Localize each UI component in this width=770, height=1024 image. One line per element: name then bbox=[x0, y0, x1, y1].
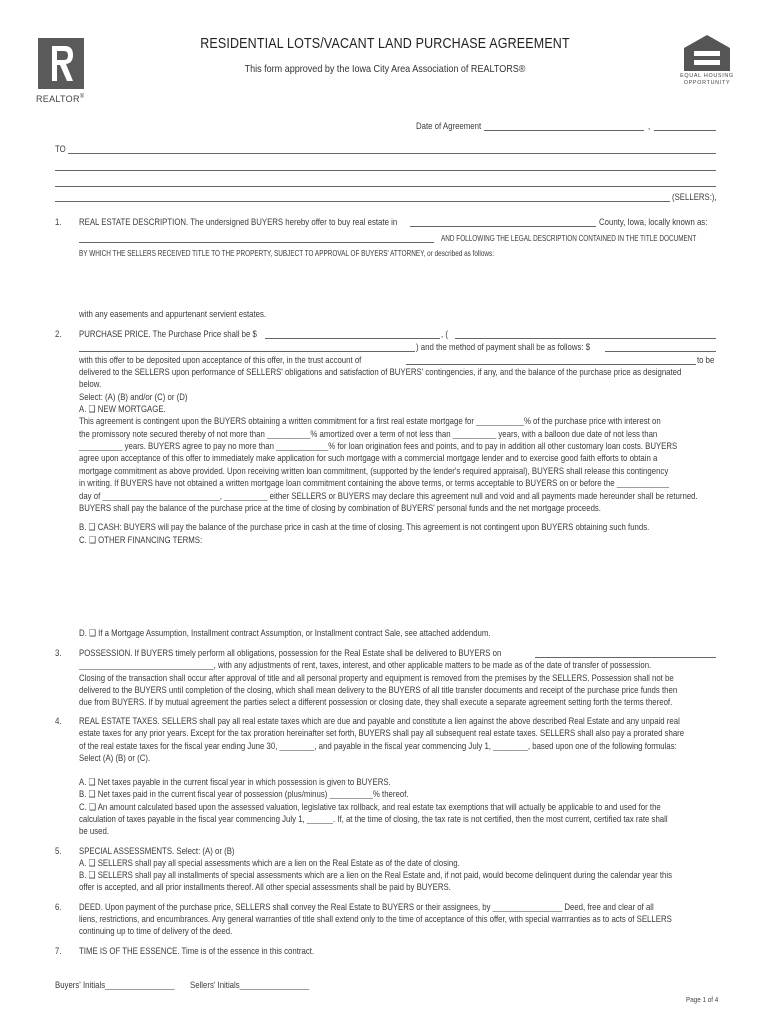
section-2-a-line: agree upon acceptance of this offer to immediately make application for such mortgage with a commercial mortgage lender and to exercise good faith efforts to obtain a bbox=[79, 453, 658, 463]
assessment-option-b[interactable]: B. ❑ SELLERS shall pay all installments of special assessments which are a lien on the Real Estate and, if not paid, would become delinquent during the calendar year this bbox=[79, 870, 673, 880]
sellers-initials[interactable]: Sellers' Initials________________ bbox=[190, 980, 310, 990]
section-4-c-text: calculation of taxes payable in the fiscal year commencing July 1, ______. If, at the time of closing, the tax rate is not certified, then the most current, certified tax rate shall bbox=[79, 814, 668, 824]
option-b-cash[interactable]: B. ❑ CASH: BUYERS will pay the balance of the purchase price in cash at the time of closing. This agreement is not contingent upon BUYERS obtaining such funds. bbox=[79, 522, 650, 532]
section-2-a-line: in writing. If BUYERS have not obtained a written mortgage loan commitment containing the above terms, or terms acceptable to BUYERS on or before the ____________ bbox=[79, 478, 669, 488]
section-2-a-line: mortgage commitment as above provided. Upon receiving written loan commitment, (supported by the lender's required appraisal), BUYERS shall release this contingency bbox=[79, 466, 669, 476]
section-2-paren: , ( bbox=[441, 329, 448, 339]
section-2-delivered: delivered to the SELLERS upon performance of SELLERS' obligations and satisfaction of BUYERS' contingencies, if any, and the balance of the purchase price as designated bbox=[79, 367, 682, 377]
equal-housing-text: EQUAL HOUSING OPPORTUNITY bbox=[680, 73, 734, 86]
section-2-number: 2. bbox=[55, 329, 62, 339]
section-6-text: liens, restrictions, and encumbrances. Any general warranties of title shall extend only to the time of acceptance of this offer, with special warrranties as to acts of SELLERS bbox=[79, 914, 672, 924]
assessment-option-a[interactable]: A. ❑ SELLERS shall pay all special assessments which are a lien on the Real Estate as of the date of closing. bbox=[79, 858, 460, 868]
section-4-text: estate taxes for any prior years. Except for the tax proration hereinafter set forth, BUYERS shall pay all subsequent real estate taxes. SELLERS shall also pay a prorated share bbox=[79, 728, 685, 738]
section-3-number: 3. bbox=[55, 648, 62, 658]
section-5-b-text: offer is accepted, and all prior installments thereof. All other special assessments shall be paid by BUYERS. bbox=[79, 882, 451, 892]
section-4-select: Select (A) (B) or (C). bbox=[79, 753, 151, 763]
possession-date-field[interactable] bbox=[535, 657, 716, 658]
deposit-field[interactable] bbox=[605, 351, 716, 352]
section-6-text: DEED. Upon payment of the purchase price, SELLERS shall convey the Real Estate to BUYERS or their assignees, by ________________ Deed, free and clear of all bbox=[79, 902, 654, 912]
county-field[interactable] bbox=[410, 226, 596, 227]
realtor-wordmark: REALTOR® bbox=[36, 94, 85, 104]
section-2-tobe: to be bbox=[697, 355, 715, 365]
section-2-method: ) and the method of payment shall be as follows: $ bbox=[416, 342, 591, 352]
comma: , bbox=[648, 121, 651, 131]
to-field-line-2[interactable] bbox=[55, 170, 716, 171]
section-4-text: of the real estate taxes for the fiscal year ending June 30, ________, and payable in the fiscal year commencing July 1, ________, based upon one of the following formulas: bbox=[79, 741, 677, 751]
tax-option-b[interactable]: B. ❑ Net taxes paid in the current fiscal year of possession (plus/minus) __________% thereof. bbox=[79, 789, 409, 799]
section-3-text: POSSESSION. If BUYERS timely perform all obligations, possession for the Real Estate shall be delivered to BUYERS on bbox=[79, 648, 502, 658]
section-1-title: BY WHICH THE SELLERS RECEIVED TITLE TO THE PROPERTY, SUBJECT TO APPROVAL OF BUYERS' ATTORNEY, or described as follows: bbox=[79, 249, 494, 258]
tax-option-a[interactable]: A. ❑ Net taxes payable in the current fiscal year in which possession is given to BUYERS. bbox=[79, 777, 391, 787]
section-2-text: PURCHASE PRICE. The Purchase Price shall be $ bbox=[79, 329, 257, 339]
tax-option-c[interactable]: C. ❑ An amount calculated based upon the assessed valuation, legislative tax rollback, and real estate tax exemptions that will actually be applicable to and used for the bbox=[79, 802, 661, 812]
trust-account-field[interactable] bbox=[406, 364, 696, 365]
section-2-a-line: __________ years. BUYERS agree to pay no more than ____________% for loan origination fees and points, and to pay in addition all other customary loan costs. BUYERS bbox=[79, 441, 678, 451]
section-2-a-line: the promissory note secured thereby of not more than __________% amortized over a term of not less than __________ years, with a balloon due date of not less than bbox=[79, 429, 658, 439]
section-4-c-text: be used. bbox=[79, 826, 109, 836]
date-of-agreement-label: Date of Agreement bbox=[416, 121, 482, 131]
date-year-field[interactable] bbox=[654, 130, 716, 131]
to-field-line-4[interactable] bbox=[55, 201, 670, 202]
section-1-number: 1. bbox=[55, 217, 62, 227]
option-a-new-mortgage[interactable]: A. ❑ NEW MORTGAGE. bbox=[79, 404, 166, 414]
section-3-text: _______________________________, with any adjustments of rent, taxes, interest, and other applicable matters to be made as of the date of transfer of possession. bbox=[79, 660, 652, 670]
locally-known-as-field[interactable] bbox=[79, 242, 434, 243]
section-5-number: 5. bbox=[55, 846, 62, 856]
purchase-price-field[interactable] bbox=[265, 338, 440, 339]
option-c-other-financing[interactable]: C. ❑ OTHER FINANCING TERMS: bbox=[79, 535, 203, 545]
section-3-text: Closing of the transaction shall occur after approval of title and all personal property and equipment is removed from the premises by the SELLERS. Possession shall not be bbox=[79, 673, 674, 683]
section-2-a-line: day of ___________________________, __________ either SELLERS or BUYERS may declare this agreement null and void and all payments made hereunder shall be returned. bbox=[79, 491, 698, 501]
section-4-number: 4. bbox=[55, 716, 62, 726]
section-2-a-line: This agreement is contingent upon the BUYERS obtaining a written commitment for a first real estate mortgage for ___________% of the purchase price with interest on bbox=[79, 416, 661, 426]
sellers-label: (SELLERS:), bbox=[672, 192, 717, 202]
section-2-trust: with this offer to be deposited upon acceptance of this offer, in the trust account of bbox=[79, 355, 362, 365]
purchase-price-words-field[interactable] bbox=[455, 338, 716, 339]
section-5-text: SPECIAL ASSESSMENTS. Select: (A) or (B) bbox=[79, 846, 235, 856]
to-field-line-3[interactable] bbox=[55, 186, 716, 187]
section-2-below: below. bbox=[79, 379, 102, 389]
section-7-text: TIME IS OF THE ESSENCE. Time is of the essence in this contract. bbox=[79, 946, 315, 956]
section-1-county: County, Iowa, locally known as: bbox=[599, 217, 708, 227]
to-field-line-1[interactable] bbox=[68, 153, 716, 154]
section-3-text: due from BUYERS. If by mutual agreement the parties select a different possession or closing date, they shall execute a separate agreement setting forth the terms thereof. bbox=[79, 697, 673, 707]
document-title: RESIDENTIAL LOTS/VACANT LAND PURCHASE AGREEMENT bbox=[200, 36, 570, 52]
section-4-text: REAL ESTATE TAXES. SELLERS shall pay all real estate taxes which are due and payable and constitute a lien against the above described Real Estate and any unpaid real bbox=[79, 716, 680, 726]
date-of-agreement-field[interactable] bbox=[484, 130, 644, 131]
document-subtitle: This form approved by the Iowa City Area Association of REALTORS® bbox=[244, 63, 526, 75]
buyers-initials[interactable]: Buyers' Initials________________ bbox=[55, 980, 175, 990]
equal-housing-icon bbox=[682, 34, 732, 72]
section-2-select: Select: (A) (B) and/or (C) or (D) bbox=[79, 392, 188, 402]
section-1-easements: with any easements and appurtenant servient estates. bbox=[79, 309, 267, 319]
option-d-assumption[interactable]: D. ❑ If a Mortgage Assumption, Installment contract Assumption, or Installment contract Sale, see attached addendum. bbox=[79, 628, 491, 638]
to-label: TO bbox=[55, 144, 66, 154]
purchase-price-words-field-2[interactable] bbox=[79, 351, 415, 352]
page-number: Page 1 of 4 bbox=[686, 995, 719, 1004]
section-2-a-line: BUYERS shall pay the balance of the purchase price at the time of closing by combination of BUYERS' personal funds and the net mortgage proceeds. bbox=[79, 503, 601, 513]
section-6-text: continuing up to time of delivery of the deed. bbox=[79, 926, 233, 936]
section-6-number: 6. bbox=[55, 902, 62, 912]
section-3-text: delivered to the BUYERS until completion of the closing, which shall mean delivery to the BUYERS of all title transfer documents and receipt of the purchase price funds then bbox=[79, 685, 678, 695]
section-1-text: REAL ESTATE DESCRIPTION. The undersigned BUYERS hereby offer to buy real estate in bbox=[79, 217, 398, 227]
section-1-legal: AND FOLLOWING THE LEGAL DESCRIPTION CONTAINED IN THE TITLE DOCUMENT bbox=[441, 234, 697, 243]
section-7-number: 7. bbox=[55, 946, 62, 956]
